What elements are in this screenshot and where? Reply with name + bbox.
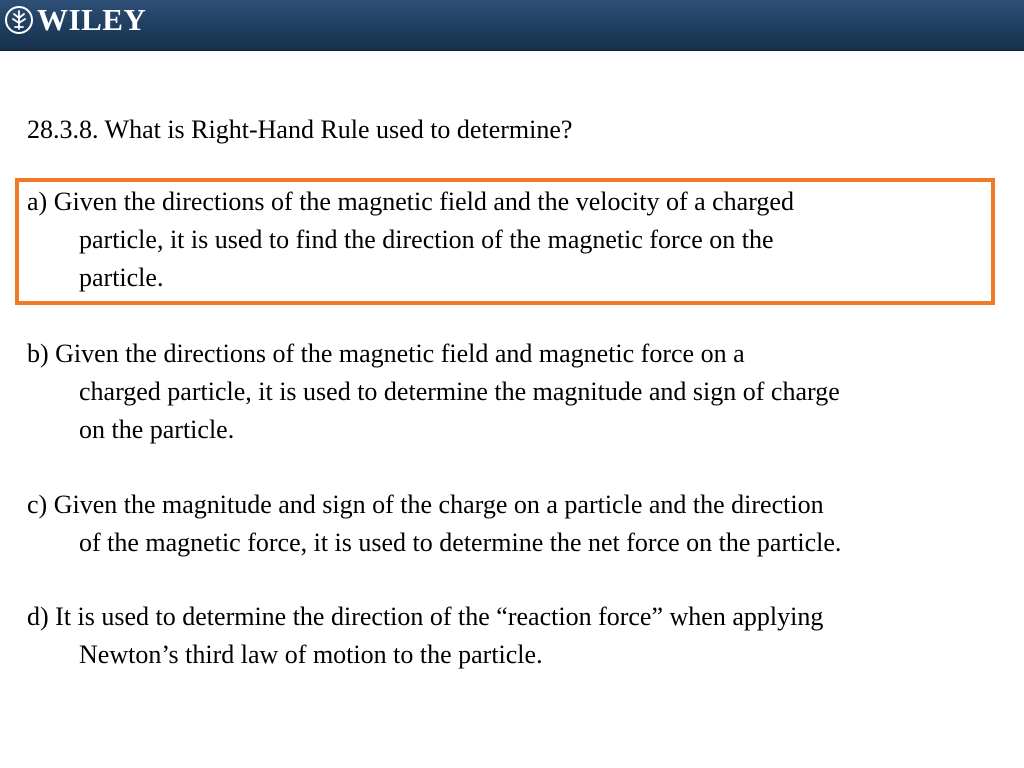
answer-option-b [27,335,999,449]
header-bar [0,0,1024,51]
answer-line: of the magnetic force, it is used to determine the net force on the particle. [79,528,842,557]
answer-option-c [27,486,999,562]
answer-line: particle, it is used to find the direction of the magnetic force on the [79,225,774,254]
answer-line: a) Given the directions of the magnetic field and the velocity of a charged [27,187,794,216]
answer-line: particle. [79,263,164,292]
answer-line: c) Given the magnitude and sign of the charge on a particle and the direction [27,490,824,519]
answer-line: b) Given the directions of the magnetic field and magnetic force on a [27,339,745,368]
answer-line: on the particle. [79,415,235,444]
brand-name: WILEY [37,2,147,37]
question-text: 28.3.8. What is Right-Hand Rule used to determine? [27,115,573,144]
answer-option-d [27,598,999,674]
wiley-logo [4,3,146,37]
answer-option-a [27,183,999,297]
answer-line: charged particle, it is used to determine the magnitude and sign of charge [79,377,840,406]
answer-line: Newton’s third law of motion to the particle. [79,640,543,669]
wiley-emblem-icon [4,5,34,35]
answer-line: d) It is used to determine the direction of the “reaction force” when applying [27,602,824,631]
